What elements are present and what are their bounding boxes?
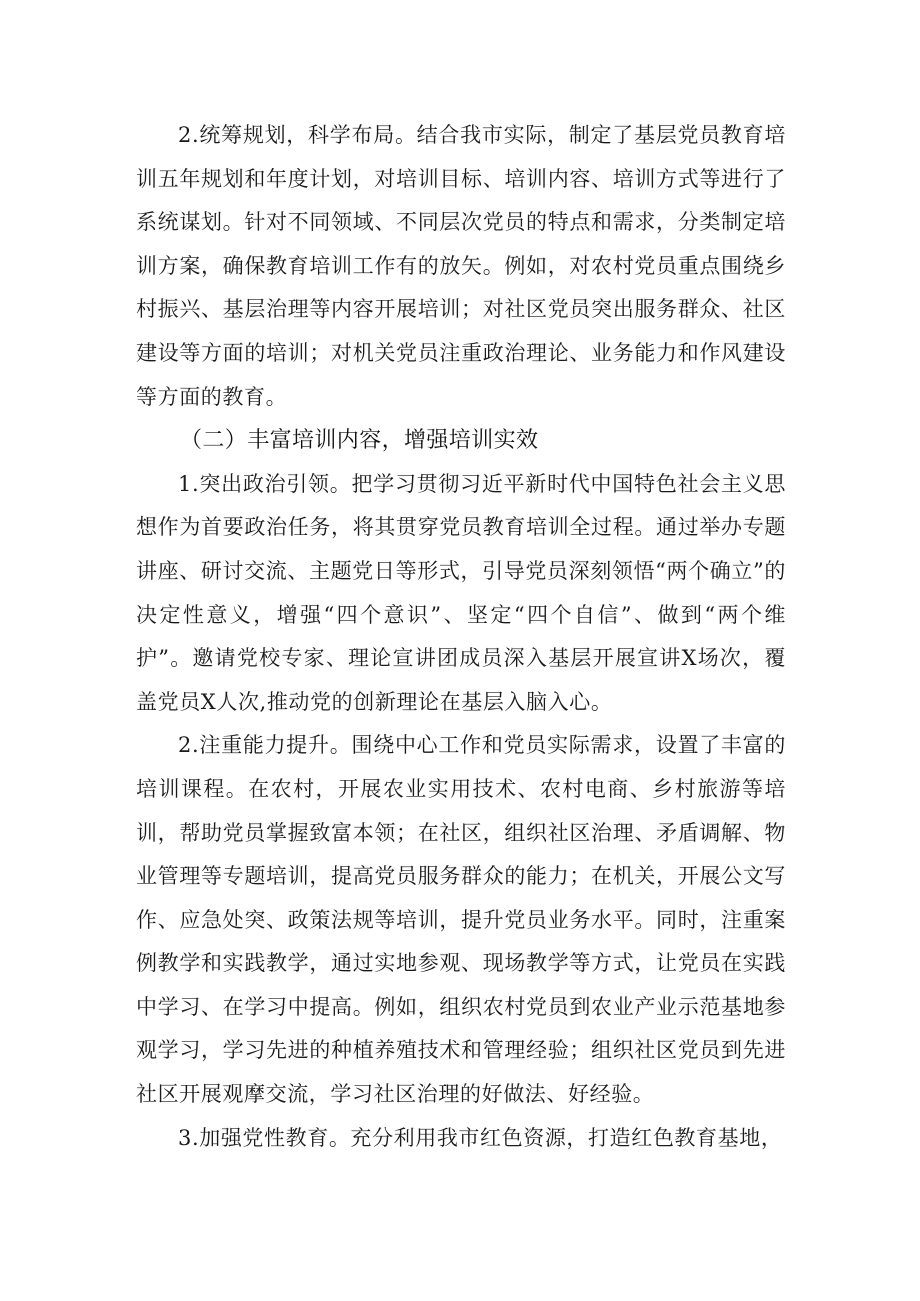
paragraph-planning: 2.统筹规划，科学布局。结合我市实际，制定了基层党员教育培训五年规划和年度计划，对培训目标、培训内容、培训方式等进行了系统谋划。针对不同领域、不同层次党员的特点和需求，分类制定培训方案，确保教育培训工作有的放矢。例如，对农村党员重点围绕乡村振兴、基层治理等内容开展培训；对社区党员突出服务群众、社区建设等方面的培训；对机关党员注重政治理论、业务能力和作风建设等方面的教育。 xyxy=(136,123,786,409)
paragraph-ability-improvement: 2.注重能力提升。围绕中心工作和党员实际需求，设置了丰富的培训课程。在农村，开展农业实用技术、农村电商、乡村旅游等培训，帮助党员掌握致富本领；在社区，组织社区治理、矛盾调解、物业管理等专题培训，提高党员服务群众的能力；在机关，开展公文写作、应急处突、政策法规等培训，提升党员业务水平。同时，注重案例教学和实践教学，通过实地参观、现场教学等方式，让党员在实践中学习、在学习中提高。例如，组织农村党员到农业产业示范基地参观学习，学习先进的种植养殖技术和管理经验；组织社区党员到先进社区开展观摩交流，学习社区治理的好做法、好经验。 xyxy=(136,733,786,1107)
section-heading-enrich-content: （二）丰富培训内容，增强培训实效 xyxy=(180,428,539,454)
paragraph-party-spirit-education: 3.加强党性教育。充分利用我市红色资源，打造红色教育基地， xyxy=(178,1125,783,1150)
document-body xyxy=(136,114,786,1160)
paragraph-political-guidance: 1.突出政治引领。把学习贯彻习近平新时代中国特色社会主义思想作为首要政治任务，将其贯穿党员教育培训全过程。通过举办专题讲座、研讨交流、主题党日等形式，引导党员深刻领悟“两个确立”的决定性意义，增强“四个意识”、坚定“四个自信”、做到“两个维护”。邀请党校专家、理论宣讲团成员深入基层开展宣讲X场次，覆盖党员X人次,推动党的创新理论在基层入脑入心。 xyxy=(136,471,786,714)
